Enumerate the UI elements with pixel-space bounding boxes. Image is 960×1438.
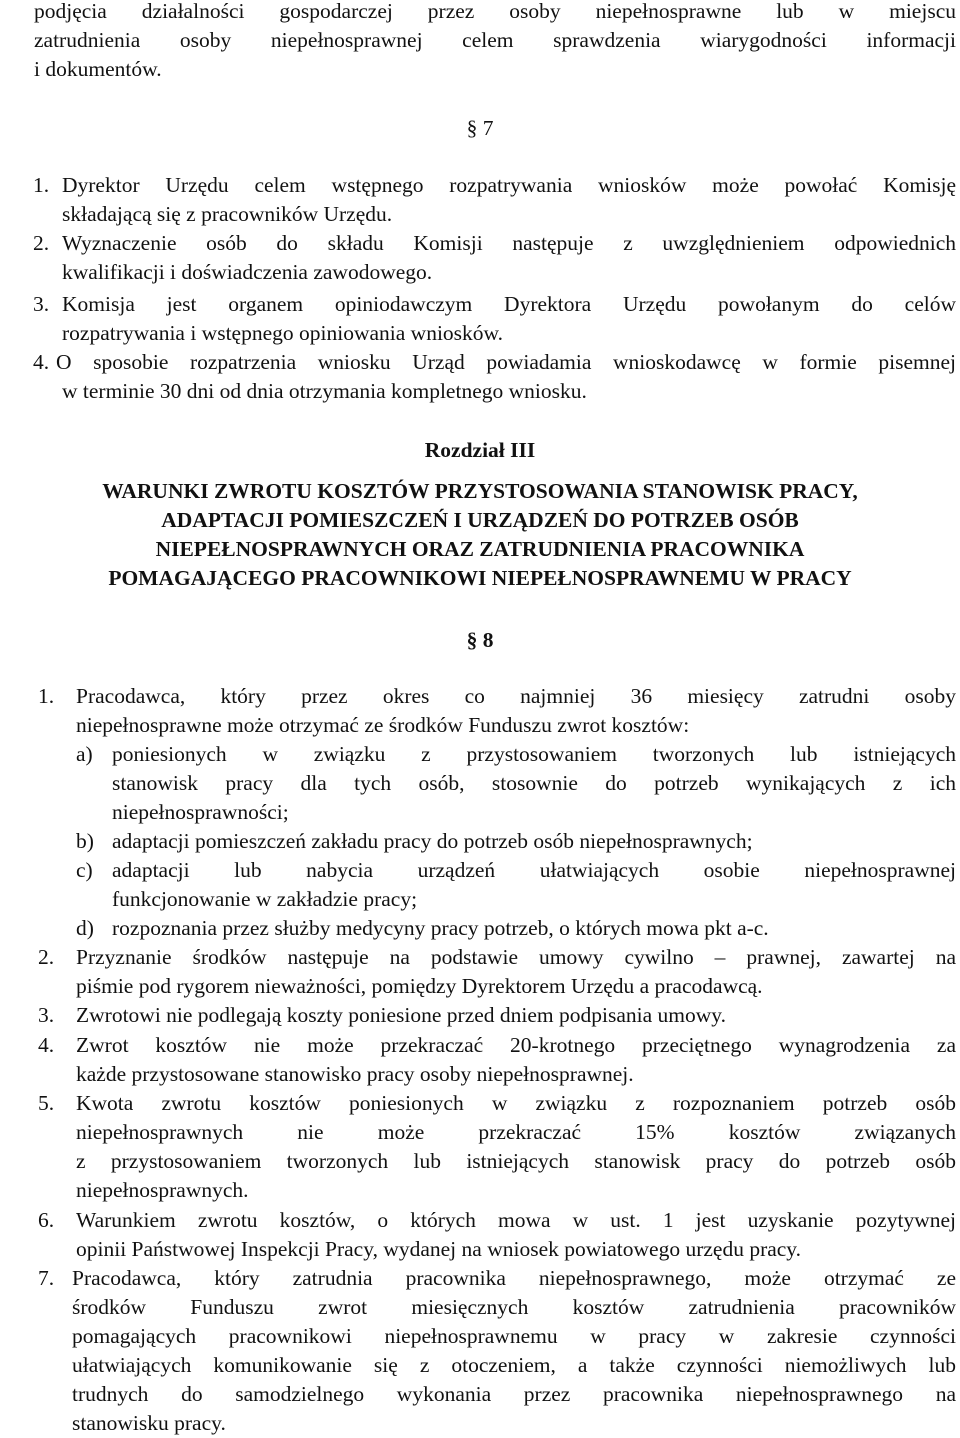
chapter-title-line: ADAPTACJI POMIESZCZEŃ I URZĄDZEŃ DO POTRZEB OSÓB [161,508,799,532]
item-line: z przystosowaniem tworzonych lub istniejących stanowisk pracy do potrzeb osób [76,1149,956,1173]
item-line: Pracodawca, który przez okres co najmniej 36 miesięcy zatrudni osoby [76,684,956,708]
subitem-line: poniesionych w związku z przystosowaniem tworzonych lub istniejących [112,742,956,766]
subitem-line: funkcjonowanie w zakładzie pracy; [112,887,418,911]
item-number: 2. [38,945,55,969]
item-number: 1. [38,684,55,708]
section-8-heading: § 8 [466,628,494,652]
item-line: niepełnosprawnych. [76,1178,249,1202]
item-line: Dyrektor Urzędu celem wstępnego rozpatrywania wniosków może powołać Komisję [62,173,956,197]
item-line: Zwrotowi nie podlegają koszty poniesione przed dniem podpisania umowy. [76,1003,727,1027]
item-line: Kwota zwrotu kosztów poniesionych w związku z rozpoznaniem potrzeb osób [76,1091,956,1115]
chapter-label: Rozdział III [424,438,536,462]
intro-line: i dokumentów. [34,57,162,81]
intro-paragraph [34,0,956,84]
item-line: kwalifikacji i doświadczenia zawodowego. [62,260,433,284]
item-line: stanowisku pracy. [72,1411,226,1435]
section-7-heading: § 7 [466,116,494,140]
item-line: Warunkiem zwrotu kosztów, o których mowa w ust. 1 jest uzyskanie pozytywnej [76,1208,956,1232]
item-line: Pracodawca, który zatrudnia pracownika niepełnosprawnego, może otrzymać ze [72,1266,956,1290]
item-line: składającą się z pracowników Urzędu. [62,202,393,226]
subitem-letter: d) [76,916,94,940]
item-number: 4. [38,1033,55,1057]
item-line: niepełnosprawne może otrzymać ze środków Funduszu zwrot kosztów: [76,713,690,737]
intro-line: podjęcia działalności gospodarczej przez osoby niepełnosprawne lub w miejscu [34,0,956,23]
subitem-letter: c) [76,858,93,882]
item-number: 4. [33,350,50,374]
item-line: opinii Państwowej Inspekcji Pracy, wydanej na wniosek powiatowego urzędu pracy. [76,1237,802,1261]
item-line: trudnych do samodzielnego wykonania przez pracownika niepełnosprawnego na [72,1382,956,1406]
item-number: 3. [38,1003,55,1027]
item-line: środków Funduszu zwrot miesięcznych kosztów zatrudnienia pracowników [72,1295,956,1319]
item-line: Wyznaczenie osób do składu Komisji następuje z uwzględnieniem odpowiednich [62,231,956,255]
subitem-line: niepełnosprawności; [112,800,289,824]
item-line: Komisja jest organem opiniodawczym Dyrektora Urzędu powołanym do celów [62,292,956,316]
subitem-line: adaptacji lub nabycia urządzeń ułatwiających osobie niepełnosprawnej [112,858,956,882]
item-line: pomagających pracownikowi niepełnosprawnemu w pracy w zakresie czynności [72,1324,956,1348]
chapter-title-line: WARUNKI ZWROTU KOSZTÓW PRZYSTOSOWANIA STANOWISK PRACY, [102,479,858,503]
item-number: 7. [38,1266,55,1290]
item-line: Przyznanie środków następuje na podstawie umowy cywilno – prawnej, zawartej na [76,945,956,969]
item-number: 5. [38,1091,55,1115]
chapter-title [0,477,960,593]
item-number: 3. [33,292,50,316]
item-line: ułatwiających komunikowanie się z otoczeniem, a także czynności niemożliwych lub [72,1353,956,1377]
item-number: 6. [38,1208,55,1232]
item-number: 1. [33,173,50,197]
subitem-line: rozpoznania przez służby medycyny pracy potrzeb, o których mowa pkt a-c. [112,916,769,940]
item-number: 2. [33,231,50,255]
item-line: niepełnosprawnych nie może przekraczać 15% kosztów związanych [76,1120,956,1144]
item-line: O sposobie rozpatrzenia wniosku Urząd powiadamia wnioskodawcę w formie pisemnej [56,350,956,374]
chapter-title-line: POMAGAJĄCEGO PRACOWNIKOWI NIEPEŁNOSPRAWNEMU W PRACY [108,566,852,590]
intro-line: zatrudnienia osoby niepełnosprawnej celem sprawdzenia wiarygodności informacji [34,28,956,52]
subitem-line: stanowisk pracy dla tych osób, stosownie do potrzeb wynikających z ich [112,771,956,795]
chapter-title-line: NIEPEŁNOSPRAWNYCH ORAZ ZATRUDNIENIA PRACOWNIKA [155,537,805,561]
subitem-line: adaptacji pomieszczeń zakładu pracy do potrzeb osób niepełnosprawnych; [112,829,753,853]
item-line: w terminie 30 dni od dnia otrzymania kompletnego wniosku. [62,379,587,403]
item-line: Zwrot kosztów nie może przekraczać 20-krotnego przeciętnego wynagrodzenia za [76,1033,956,1057]
item-line: każde przystosowane stanowisko pracy osoby niepełnosprawnej. [76,1062,634,1086]
item-line: piśmie pod rygorem nieważności, pomiędzy Dyrektorem Urzędu a pracodawcą. [76,974,763,998]
subitem-letter: b) [76,829,94,853]
subitem-letter: a) [76,742,93,766]
item-line: rozpatrywania i wstępnego opiniowania wniosków. [62,321,504,345]
